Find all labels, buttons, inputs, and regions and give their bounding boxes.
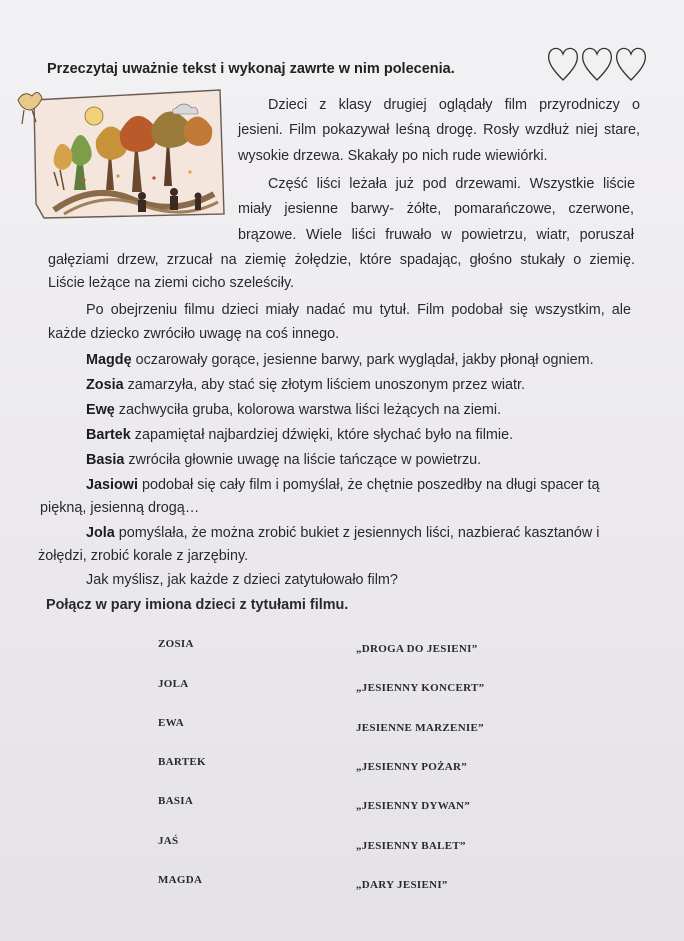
question-text: Jak myślisz, jak każde z dzieci zatytułowało film? [86,572,398,588]
story-line-1: Dzieci z klasy drugiej oglądały film przyrodniczy o [268,97,640,113]
kid-name-bartek: Bartek [86,427,131,443]
kid-zosia-text: zamarzyła, aby stać się złotym liściem unoszonym przez wiatr. [123,377,526,393]
kid-name-jas: Jasiowi [86,477,138,493]
kid-name-ewa: Ewę [86,402,115,418]
name-bartek[interactable]: BARTEK [158,756,206,768]
hearts-rating-icon [545,44,650,84]
story-line-6: brązowe. Wiele liści fruwało w powietrzu, wiatr, poruszał [238,227,634,243]
name-ewa[interactable]: EWA [158,717,184,729]
name-magda[interactable]: MAGDA [158,874,203,886]
kid-name-magda: Magdę [86,352,132,368]
kid-jas-line-2: piękną, jesienną drogą… [40,500,200,516]
story-line-4: Część liści leżała już pod drzewami. Wszystkie liście [268,176,635,192]
title-jesienny-koncert[interactable]: „JESIENNY KONCERT” [356,682,485,694]
name-basia[interactable]: BASIA [158,795,194,807]
kid-jas-text: podobał się cały film i pomyślał, że chętnie poszedłby na długi spacer tą [138,477,600,493]
kid-name-jola: Jola [86,525,115,541]
match-instruction: Połącz w pary imiona dzieci z tytułami filmu. [46,597,349,613]
kid-jola-line-2: żołędzi, zrobić korale z jarzębiny. [38,548,249,564]
kid-jas-line [86,473,600,497]
story-line-5: miały jesienne barwy- żółte, pomarańczowe, czerwone, [238,201,634,217]
name-jas[interactable]: JAŚ [158,835,179,847]
story-line-8: Liście leżące na ziemi cicho szeleściły. [48,275,295,291]
story-line-9: Po obejrzeniu filmu dzieci miały nadać mu tytuł. Film podobał się wszystkim, ale [86,302,631,318]
kid-ewa-text: zachwyciła gruba, kolorowa warstwa liści leżących na ziemi. [114,402,502,418]
name-jola[interactable]: JOLA [158,678,189,690]
title-jesienne-marzenie[interactable]: JESIENNE MARZENIE” [356,722,484,734]
story-line-2: jesieni. Film pokazywał leśną drogę. Rosły wzdłuż niej stare, [238,122,640,138]
title-jesienny-balet[interactable]: „JESIENNY BALET” [356,840,466,852]
kid-magda-line [86,348,594,372]
title-jesienny-pozar[interactable]: „JESIENNY POŻAR” [356,761,468,773]
kid-zosia-line [86,373,525,397]
kid-bartek-text: zapamiętał najbardziej dźwięki, które słychać było na filmie. [130,427,514,443]
story-line-7: gałęziami drzew, zrzucał na ziemię żołędzie, które spadając, głośno stukały o ziemię. [48,252,635,268]
title-dary-jesieni[interactable]: „DARY JESIENI” [356,879,448,891]
story-line-10: każde dziecko zwróciło uwagę na coś innego. [48,326,340,342]
story-line-3: wysokie drzewa. Skakały po nich rude wiewiórki. [238,148,548,164]
kid-jola-text: pomyślała, że można zrobić bukiet z jesiennych liści, nazbierać kasztanów i [114,525,600,541]
kid-magda-text: oczarowały gorące, jesienne barwy, park wyglądał, jakby płonął ogniem. [131,352,594,368]
kid-name-basia: Basia [86,452,125,468]
name-zosia[interactable]: ZOSIA [158,638,194,650]
title-droga-do-jesieni[interactable]: „DROGA DO JESIENI” [356,643,478,655]
title-jesienny-dywan[interactable]: „JESIENNY DYWAN” [356,800,471,812]
task-header: Przeczytaj uważnie tekst i wykonaj zawrte w nim polecenia. [47,61,455,77]
kid-bartek-line [86,423,513,447]
autumn-forest-illustration [14,86,228,221]
kid-name-zosia: Zosia [86,377,124,393]
kid-basia-line [86,448,481,472]
kid-basia-text: zwróciła głownie uwagę na liście tańczące w powietrzu. [124,452,482,468]
kid-jola-line [86,521,600,545]
kid-ewa-line [86,398,501,422]
